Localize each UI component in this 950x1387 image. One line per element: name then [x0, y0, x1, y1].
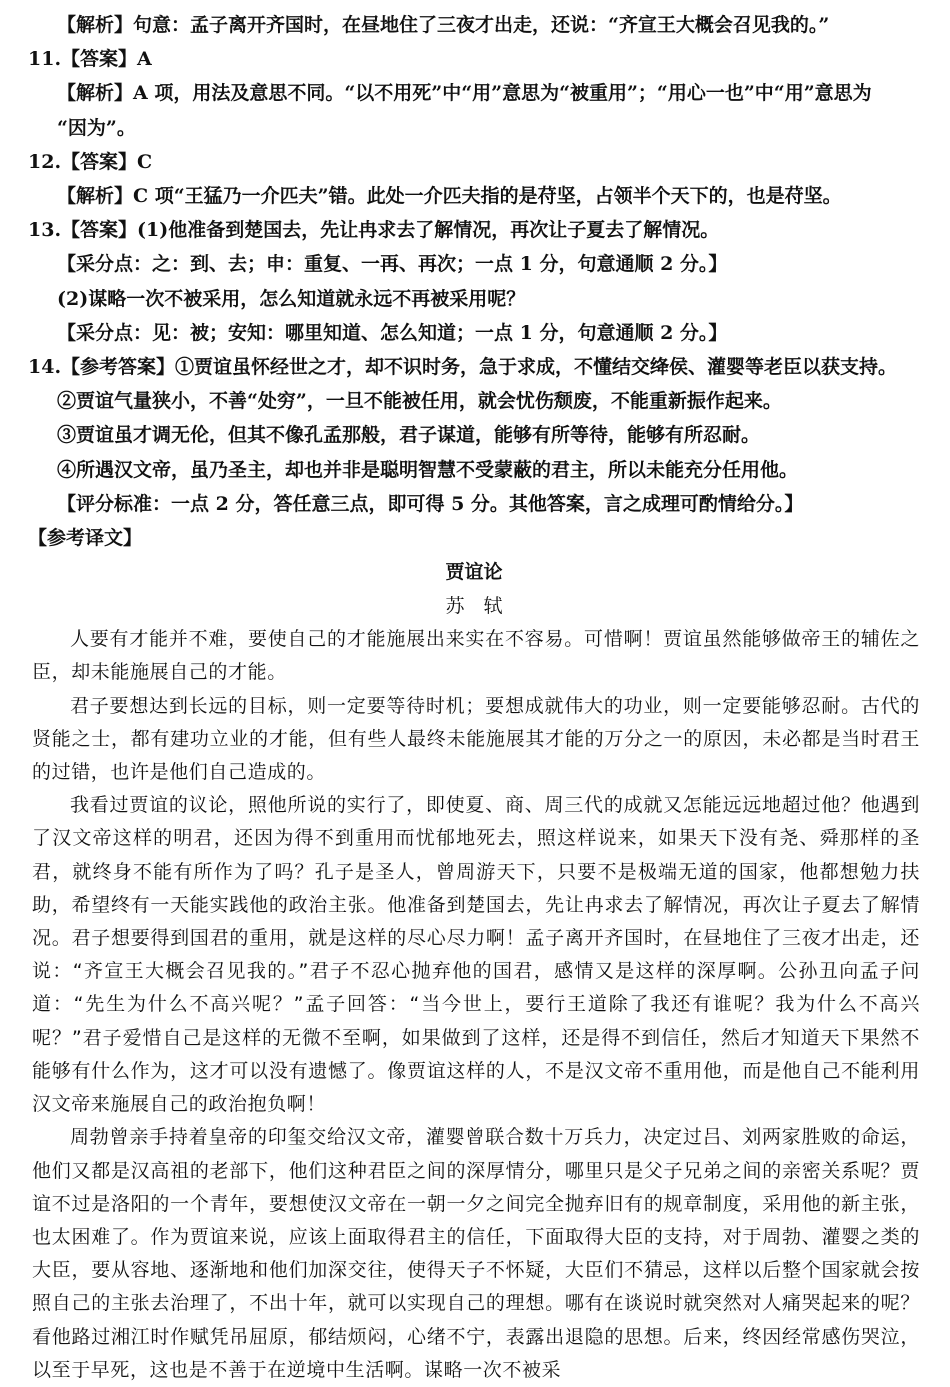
answer-line: “因为”。 — [57, 116, 136, 139]
answer-line: ④所遇汉文帝，虽乃圣主，却也并非是聪明智慧不受蒙蔽的君主，所以未能充分任用他。 — [57, 458, 799, 481]
answer-line: 14.【参考答案】①贾谊虽怀经世之才，却不识时务，急于求成，不懂结交绛侯、灌婴等老臣以获支持。 — [28, 356, 898, 379]
essay-paragraph: 君子要想达到长远的目标，则一定要等待时机；要想成就伟大的功业，则一定要能够忍耐。古代的贤能之士，都有建功立业的才能，但有些人最终未能施展其才能的万分之一的原因，未必都是当时君王的过错，也许是他们自己造成的。 — [32, 694, 920, 784]
essay-body — [28, 623, 920, 1387]
answer-line: 【采分点：之：到、去；申：重复、一再、再次；一点 1 分，句意通顺 2 分。】 — [57, 253, 728, 276]
answer-line: 【解析】A 项，用法及意思不同。“以不用死”中“用”意思为“被重用”；“用心一也”中“用”意思为 — [57, 82, 872, 105]
essay-paragraph: 人要有才能并不难，要使自己的才能施展出来实在不容易。可惜啊！贾谊虽然能够做帝王的辅佐之臣，却未能施展自己的才能。 — [32, 628, 920, 684]
answer-line: 【解析】C 项“王猛乃一介匹夫”错。此处一介匹夫指的是苻坚，占领半个天下的，也是苻坚。 — [57, 185, 842, 208]
essay-author: 苏 轼 — [445, 595, 503, 618]
answer-line: 11.【答案】A — [28, 48, 152, 71]
answer-key — [28, 8, 920, 521]
answer-line: ③贾谊虽才调无伦，但其不像孔孟那般，君子谋道，能够有所等待，能够有所忍耐。 — [57, 424, 761, 447]
answer-line: 【解析】句意：孟子离开齐国时，在昼地住了三夜才出走，还说：“齐宣王大概会召见我的。” — [57, 14, 830, 36]
essay-paragraph: 我看过贾谊的议论，照他所说的实行了，即使夏、商、周三代的成就又怎能远远地超过他？他遇到了汉文帝这样的明君，还因为得不到重用而忧郁地死去，照这样说来，如果天下没有尧、舜那样的圣君，就终身不能有所作为了吗？孔子是圣人，曾周游天下，只要不是极端无道的国家，他都想勉力扶助，希望终有一天能实践他的政治主张。他准备到楚国去，先让冉求去了解情况，再次让子夏去了解情况。君子想要得到国君的重用，就是这样的尽心尽力啊！孟子离开齐国时，在昼地住了三夜才出走，还说：“齐宣王大概会召见我的。”君子不忍心抛弃他的国君，感情又是这样的深厚啊。公孙丑向孟子问道：“先生为什么不高兴呢？”孟子回答：“当今世上，要行王道除了我还有谁呢？我为什么不高兴呢？”君子爱惜自己是这样的无微不至啊，如果做到了这样，还是得不到信任，然后才知道天下果然不能够有什么作为，这才可以没有遗憾了。像贾谊这样的人，不是汉文帝不重用他，而是他自己不能利用汉文帝来施展自己的政治抱负啊！ — [32, 794, 920, 1116]
essay-paragraph: 周勃曾亲手持着皇帝的印玺交给汉文帝，灌婴曾联合数十万兵力，决定过吕、刘两家胜败的命运，他们又都是汉高祖的老部下，他们这种君臣之间的深厚情分，哪里只是父子兄弟之间的亲密关系呢？贾谊不过是洛阳的一个青年，要想使汉文帝在一朝一夕之间完全抛弃旧有的规章制度，采用他的新主张，也太困难了。作为贾谊来说，应该上面取得君主的信任，下面取得大臣的支持，对于周勃、灌婴之类的大臣，要从容地、逐渐地和他们加深交往，使得天子不怀疑，大臣们不猜忌，这样以后整个国家就会按照自己的主张去治理了，不出十年，就可以实现自己的理想。哪有在谈说时就突然对人痛哭起来的呢？看他路过湘江时作赋凭吊屈原，郁结烦闷，心绪不宁，表露出退隐的思想。后来，终因经常感伤哭泣，以至于早死，这也是不善于在逆境中生活啊。谋略一次不被采 — [32, 1126, 920, 1381]
answer-line: 【采分点：见：被；安知：哪里知道、怎么知道；一点 1 分，句意通顺 2 分。】 — [57, 321, 728, 344]
answer-line: 12.【答案】C — [28, 150, 153, 173]
answer-line: ②贾谊气量狭小，不善“处穷”，一旦不能被任用，就会忧伤颓废，不能重新振作起来。 — [57, 390, 782, 413]
answer-line: (2)谋略一次不被采用，怎么知道就永远不再被采用呢？ — [57, 287, 526, 310]
essay-title: 贾谊论 — [445, 561, 503, 584]
answer-line: 【评分标准：一点 2 分，答任意三点，即可得 5 分。其他答案，言之成理可酌情给分。】 — [57, 492, 804, 515]
section-heading: 【参考译文】 — [28, 527, 143, 550]
answer-line: 13.【答案】(1)他准备到楚国去，先让冉求去了解情况，再次让子夏去了解情况。 — [28, 219, 720, 242]
